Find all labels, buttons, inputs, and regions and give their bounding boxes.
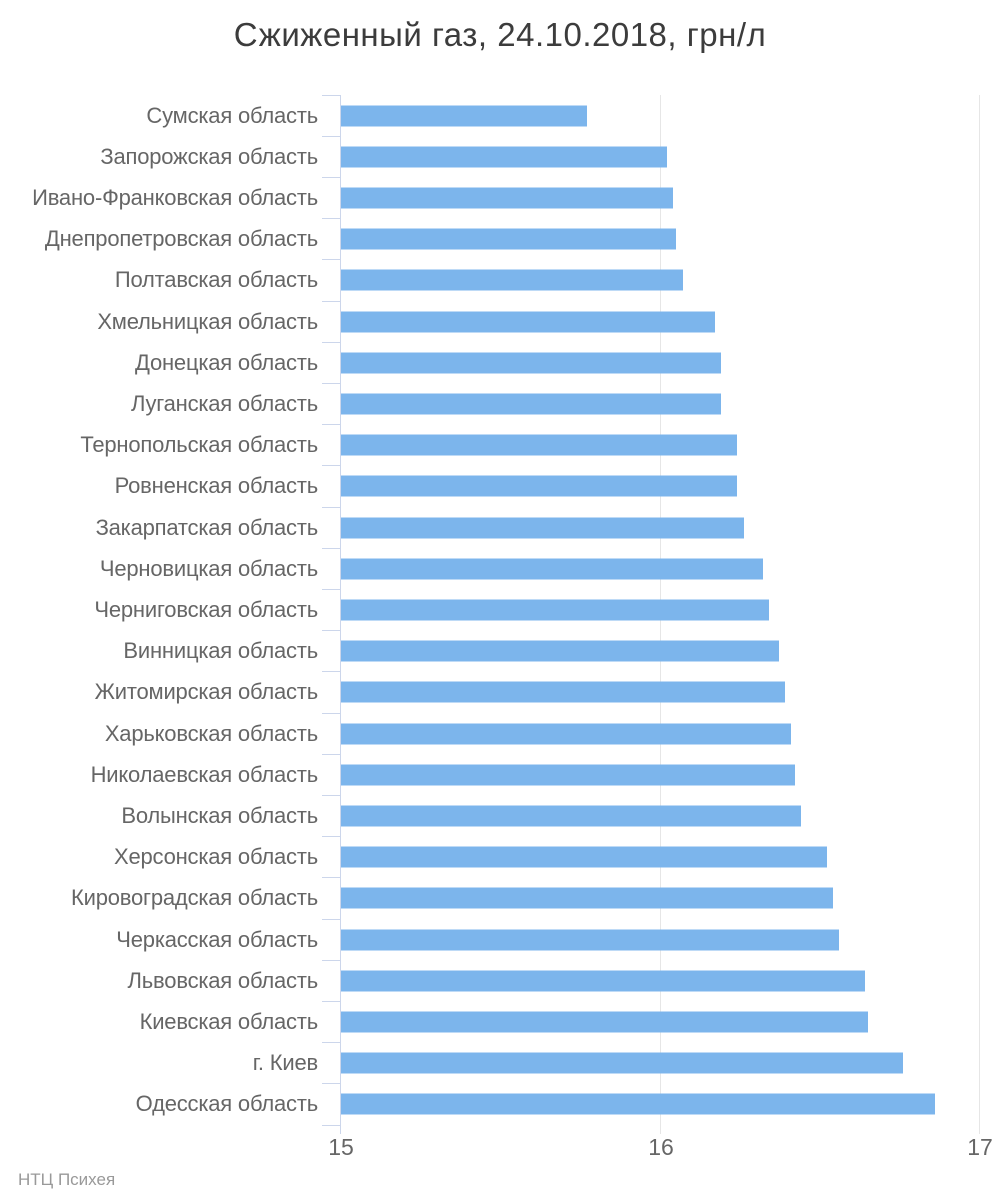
chart-row	[130, 383, 980, 424]
chart-row	[139, 1001, 980, 1042]
bar[interactable]	[341, 476, 737, 497]
bar[interactable]	[341, 888, 833, 909]
category-label: Сумская область	[146, 102, 318, 128]
chart-row	[252, 1043, 980, 1084]
chart-row	[114, 466, 980, 507]
bar[interactable]	[341, 1094, 935, 1115]
category-label: Закарпатская область	[95, 514, 318, 540]
chart-row	[121, 795, 980, 836]
chart-row	[32, 177, 980, 218]
x-axis-tick-label-17: 17	[967, 1134, 993, 1160]
category-label: Винницкая область	[123, 638, 318, 664]
chart-row	[44, 219, 980, 260]
category-label: Николаевская область	[90, 761, 318, 787]
plot-area	[32, 95, 980, 1125]
chart-row	[116, 919, 980, 960]
bar[interactable]	[341, 847, 827, 868]
category-label: Донецкая область	[135, 349, 318, 375]
category-label: Черкасская область	[116, 926, 318, 952]
category-label: Ивано-Франковская область	[32, 185, 318, 210]
chart-title: Сжиженный газ, 24.10.2018, грн/л	[233, 16, 767, 53]
chart-row	[113, 837, 980, 878]
bar[interactable]	[341, 764, 795, 785]
bar[interactable]	[341, 682, 785, 703]
category-label: Волынская область	[121, 803, 318, 829]
bar[interactable]	[341, 806, 801, 827]
chart-row	[97, 301, 980, 342]
chart-row	[90, 754, 980, 795]
bar[interactable]	[341, 352, 721, 373]
chart-row	[94, 589, 980, 630]
category-label: Ровненская область	[114, 473, 318, 499]
category-label: Тернопольская область	[80, 432, 318, 458]
bar-rows	[32, 95, 980, 1125]
axis-tick	[322, 1125, 341, 1126]
bar[interactable]	[341, 229, 676, 250]
bar[interactable]	[341, 105, 587, 126]
chart-row	[114, 260, 980, 301]
category-label: Хмельницкая область	[97, 308, 318, 334]
credits-label: НТЦ Психея	[18, 1170, 116, 1189]
category-label: Луганская область	[130, 391, 318, 417]
chart-row	[94, 672, 980, 713]
category-label: Черниговская область	[94, 597, 318, 623]
category-label: Полтавская область	[114, 267, 318, 293]
chart-row	[123, 631, 980, 672]
chart-row	[127, 960, 980, 1001]
category-label: Херсонская область	[113, 844, 318, 870]
bar[interactable]	[341, 517, 744, 538]
bar[interactable]	[341, 600, 769, 621]
category-label: Кировоградская область	[70, 885, 318, 911]
bar[interactable]	[341, 1012, 868, 1033]
category-label: Киевская область	[139, 1009, 318, 1035]
category-label: Одесская область	[135, 1091, 318, 1117]
chart-row	[99, 548, 980, 589]
bar[interactable]	[341, 146, 667, 167]
bar[interactable]	[341, 188, 673, 209]
bar[interactable]	[341, 558, 763, 579]
category-label: г. Киев	[252, 1050, 318, 1076]
chart-row	[100, 136, 980, 177]
chart-row	[135, 1084, 980, 1125]
category-label: Днепропетровская область	[44, 226, 318, 252]
category-label: Черновицкая область	[99, 555, 318, 581]
x-axis-tick-label-16: 16	[648, 1134, 674, 1160]
bar[interactable]	[341, 723, 791, 744]
category-label: Львовская область	[127, 967, 318, 993]
chart-row	[146, 95, 980, 136]
x-axis-tick-label-15: 15	[328, 1134, 354, 1160]
bar[interactable]	[341, 1053, 903, 1074]
chart-row	[135, 342, 980, 383]
bar[interactable]	[341, 929, 839, 950]
chart-row	[104, 713, 980, 754]
category-label: Запорожская область	[100, 143, 318, 169]
chart-row	[95, 507, 980, 548]
chart-row	[80, 425, 980, 466]
chart-row	[70, 878, 980, 919]
bar[interactable]	[341, 270, 683, 291]
bar[interactable]	[341, 394, 721, 415]
bar[interactable]	[341, 311, 715, 332]
category-label: Житомирская область	[94, 679, 318, 705]
bar[interactable]	[341, 435, 737, 456]
bar[interactable]	[341, 641, 779, 662]
category-label: Харьковская область	[104, 720, 318, 746]
bar[interactable]	[341, 970, 865, 991]
